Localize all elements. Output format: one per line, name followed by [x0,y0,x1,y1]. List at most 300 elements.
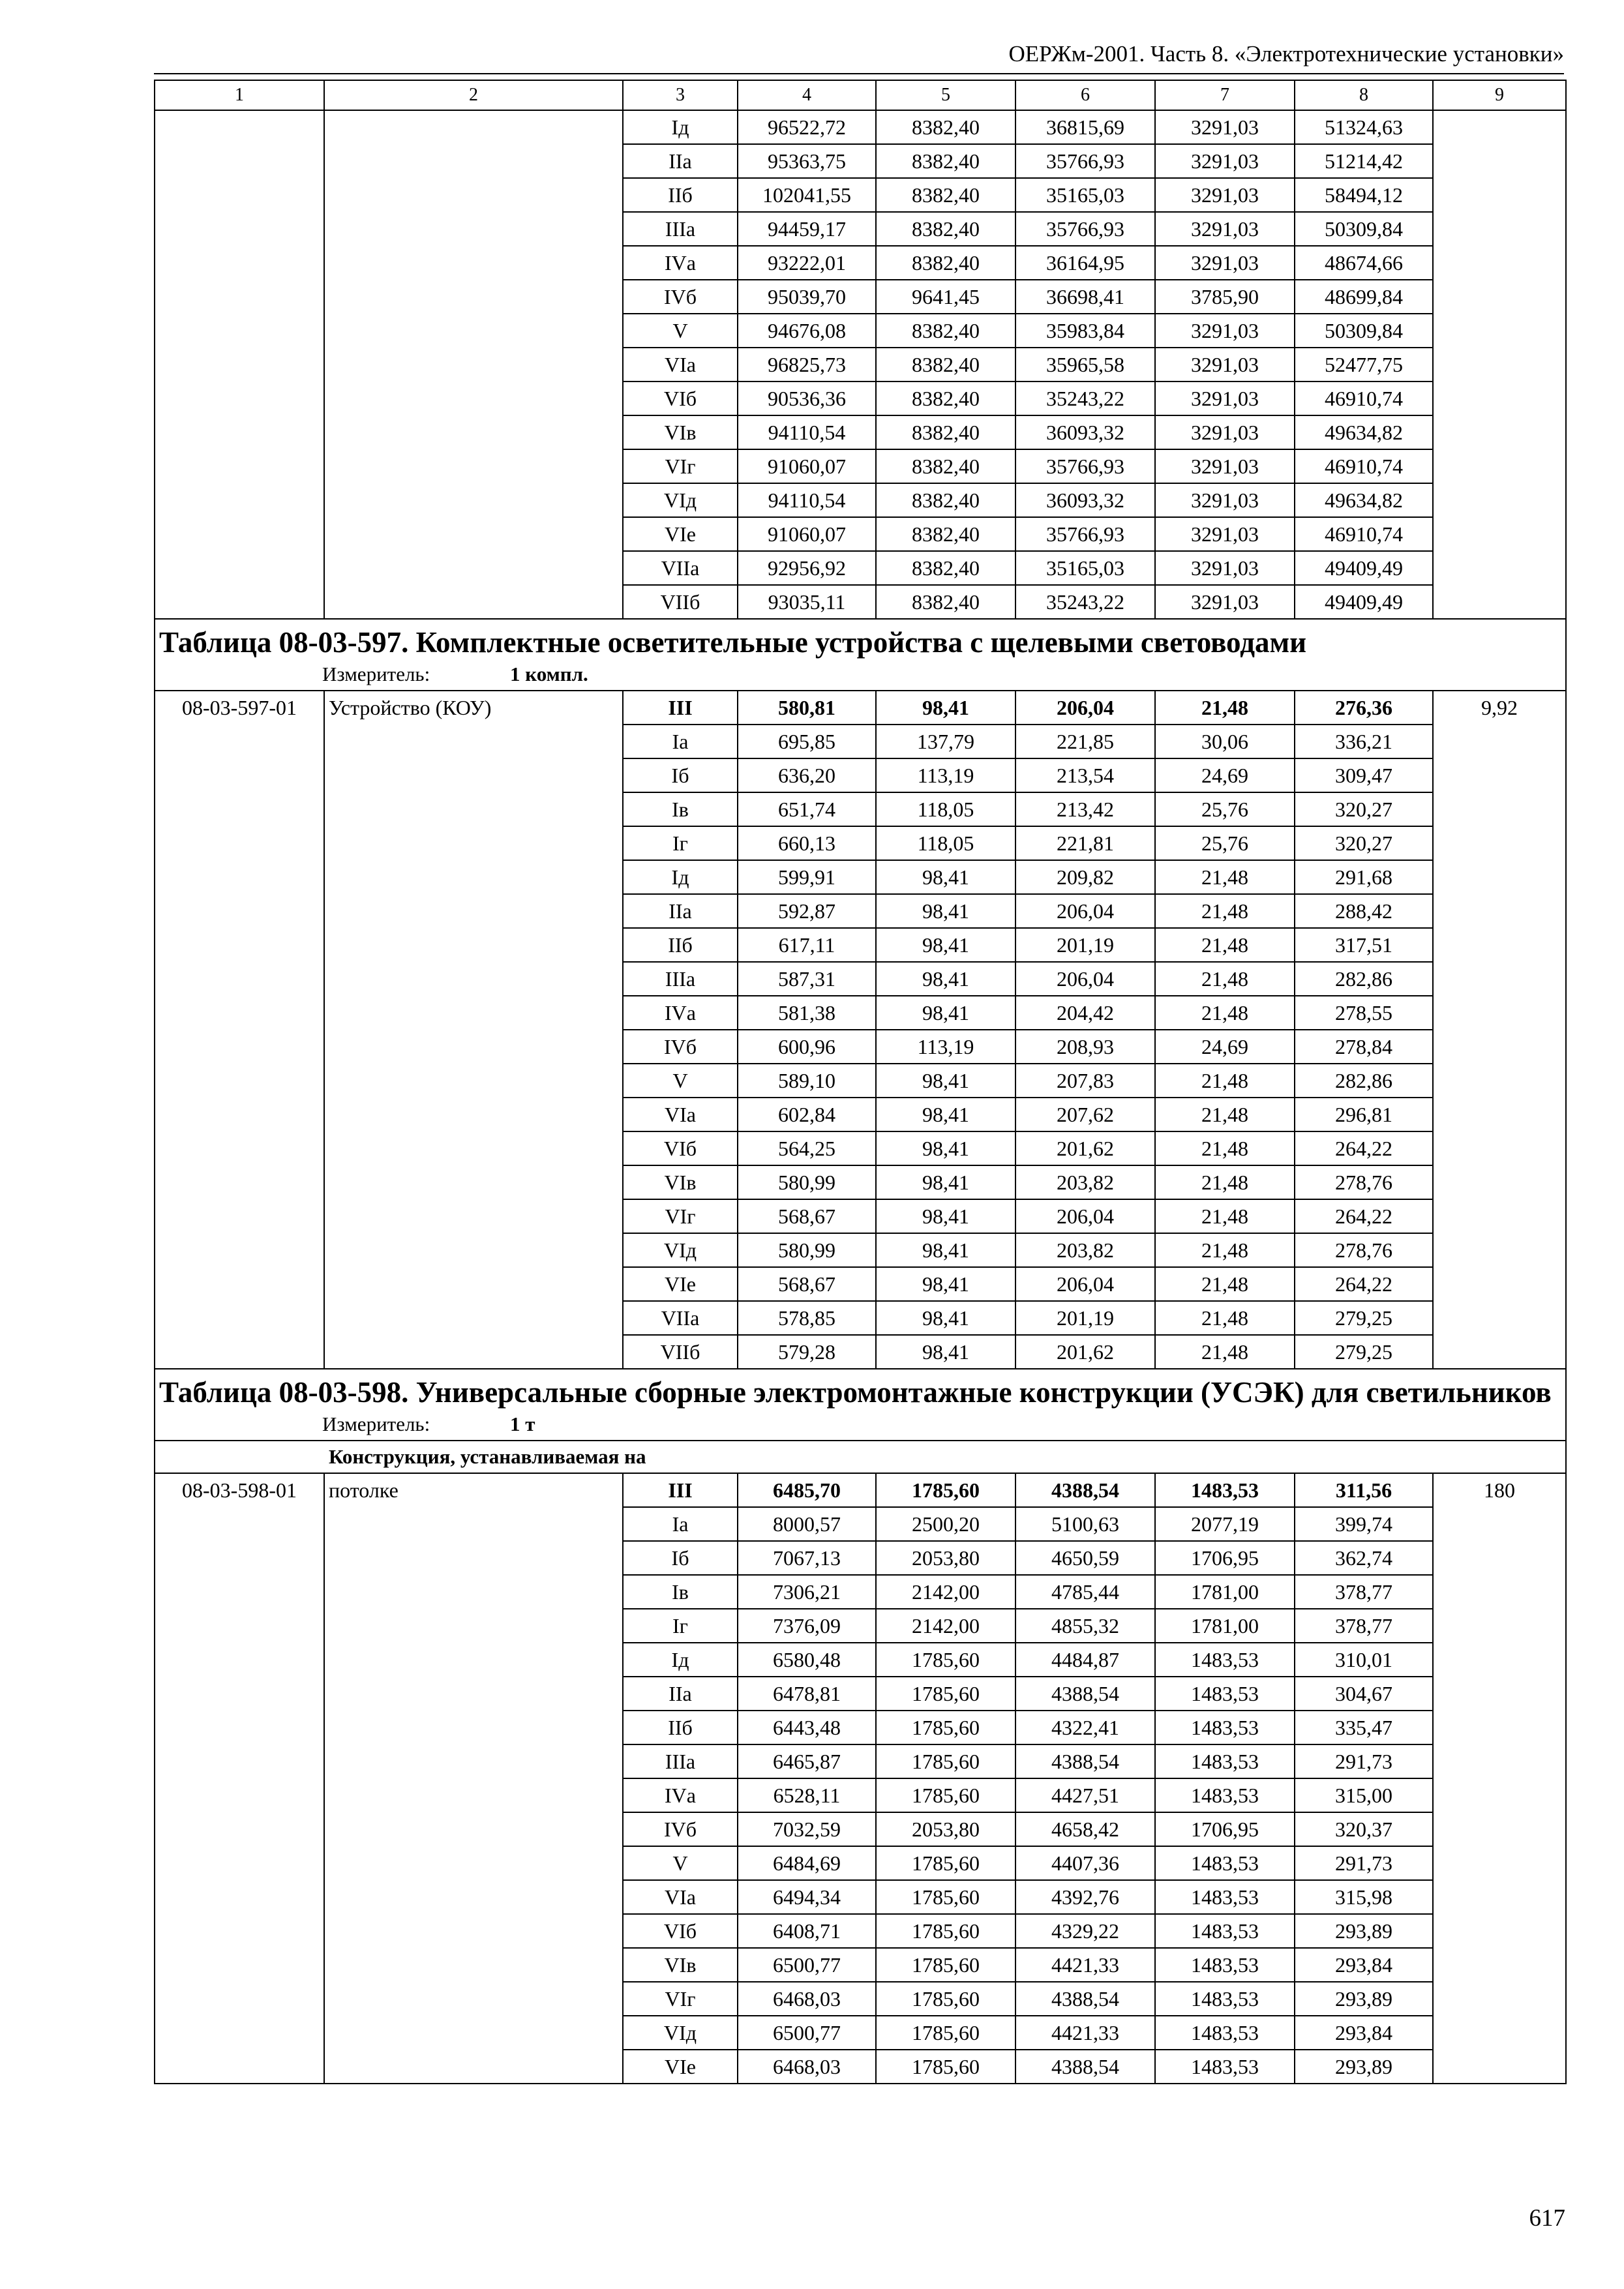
machine-cost: 201,62 [1015,1131,1155,1165]
material-cost: 335,47 [1295,1711,1433,1744]
machine-cost: 4650,59 [1015,1541,1155,1575]
material-cost: 291,73 [1295,1846,1433,1880]
region-code: IVа [623,996,738,1030]
material-cost: 399,74 [1295,1507,1433,1541]
material-cost: 278,76 [1295,1165,1433,1199]
region-code: IIIа [623,1744,738,1778]
machine-cost: 36093,32 [1015,415,1155,449]
wage-cost: 1785,60 [876,1948,1015,1982]
machinist-wage: 3291,03 [1155,144,1295,178]
total-cost: 6478,81 [738,1677,876,1711]
material-cost: 336,21 [1295,725,1433,758]
machine-cost: 4421,33 [1015,1948,1155,1982]
region-code: IIб [623,178,738,212]
machinist-wage: 1483,53 [1155,1473,1295,1507]
machinist-wage: 1483,53 [1155,1778,1295,1812]
region-code: Iг [623,1609,738,1643]
machinist-wage: 1483,53 [1155,1880,1295,1914]
region-code: VIв [623,1948,738,1982]
machine-cost: 4855,32 [1015,1609,1155,1643]
region-code: VIе [623,2050,738,2084]
material-cost: 46910,74 [1295,449,1433,483]
total-cost: 599,91 [738,860,876,894]
region-code: VIг [623,1982,738,2016]
machinist-wage: 24,69 [1155,1030,1295,1064]
region-code: VIв [623,415,738,449]
material-cost: 279,25 [1295,1335,1433,1369]
total-cost: 7376,09 [738,1609,876,1643]
machine-cost: 4322,41 [1015,1711,1155,1744]
material-cost: 315,98 [1295,1880,1433,1914]
material-cost: 50309,84 [1295,314,1433,348]
machine-cost: 36815,69 [1015,110,1155,144]
page-number: 617 [1529,2205,1565,2232]
wage-cost: 8382,40 [876,585,1015,619]
machine-cost: 213,54 [1015,758,1155,792]
rate-code: 08-03-597-01 [155,691,324,1369]
wage-cost: 98,41 [876,1165,1015,1199]
machine-cost: 36093,32 [1015,483,1155,517]
machine-cost: 207,62 [1015,1098,1155,1131]
material-cost: 362,74 [1295,1541,1433,1575]
material-cost: 296,81 [1295,1098,1433,1131]
measure-value: 1 т [510,1413,535,1435]
total-cost: 93035,11 [738,585,876,619]
machine-cost: 221,85 [1015,725,1155,758]
machinist-wage: 3291,03 [1155,348,1295,382]
material-cost: 49634,82 [1295,415,1433,449]
total-cost: 7032,59 [738,1812,876,1846]
total-cost: 6468,03 [738,2050,876,2084]
wage-cost: 8382,40 [876,348,1015,382]
machinist-wage: 1483,53 [1155,1711,1295,1744]
machine-cost: 204,42 [1015,996,1155,1030]
table-title [155,1369,1566,1441]
material-cost: 293,89 [1295,1982,1433,2016]
region-code: VIб [623,1131,738,1165]
machinist-wage: 21,48 [1155,1165,1295,1199]
total-cost: 96825,73 [738,348,876,382]
table-body [155,80,1566,2084]
wage-cost: 8382,40 [876,449,1015,483]
machinist-wage: 1706,95 [1155,1812,1295,1846]
machine-cost: 4785,44 [1015,1575,1155,1609]
region-code: VIIб [623,585,738,619]
wage-cost: 98,41 [876,1233,1015,1267]
rate-code: 08-03-598-01 [155,1473,324,2084]
machinist-wage: 25,76 [1155,792,1295,826]
wage-cost: 1785,60 [876,1677,1015,1711]
wage-cost: 137,79 [876,725,1015,758]
total-cost: 587,31 [738,962,876,996]
machinist-wage: 21,48 [1155,1098,1295,1131]
wage-cost: 2053,80 [876,1812,1015,1846]
material-cost: 49634,82 [1295,483,1433,517]
region-code: Iб [623,1541,738,1575]
region-code: III [623,1473,738,1507]
machine-cost: 201,19 [1015,928,1155,962]
wage-cost: 2053,80 [876,1541,1015,1575]
machinist-wage: 1483,53 [1155,1982,1295,2016]
material-cost: 46910,74 [1295,517,1433,551]
table-title [155,619,1566,691]
region-code: VIд [623,1233,738,1267]
material-cost: 282,86 [1295,962,1433,996]
wage-cost: 1785,60 [876,1846,1015,1880]
material-cost: 46910,74 [1295,382,1433,415]
machine-cost: 35243,22 [1015,382,1155,415]
machinist-wage: 21,48 [1155,996,1295,1030]
machine-cost: 35766,93 [1015,517,1155,551]
total-cost: 581,38 [738,996,876,1030]
total-cost: 92956,92 [738,551,876,585]
measure-value: 1 компл. [510,663,588,685]
region-code: VIд [623,483,738,517]
machinist-wage: 25,76 [1155,826,1295,860]
total-cost: 102041,55 [738,178,876,212]
material-cost: 50309,84 [1295,212,1433,246]
region-code: VIIб [623,1335,738,1369]
machine-cost: 201,19 [1015,1301,1155,1335]
wage-cost: 2500,20 [876,1507,1015,1541]
region-code: IIа [623,894,738,928]
material-cost: 48699,84 [1295,280,1433,314]
region-code: IIIа [623,212,738,246]
region-code: IVа [623,1778,738,1812]
machinist-wage: 21,48 [1155,928,1295,962]
total-cost: 94676,08 [738,314,876,348]
region-code: VIб [623,1914,738,1948]
machine-cost: 36164,95 [1015,246,1155,280]
wage-cost: 118,05 [876,792,1015,826]
machine-cost: 5100,63 [1015,1507,1155,1541]
total-cost: 589,10 [738,1064,876,1098]
material-cost: 51214,42 [1295,144,1433,178]
machinist-wage: 21,48 [1155,1064,1295,1098]
column-number: 3 [623,80,738,110]
total-cost: 579,28 [738,1335,876,1369]
total-cost: 602,84 [738,1098,876,1131]
wage-cost: 118,05 [876,826,1015,860]
machine-cost: 207,83 [1015,1064,1155,1098]
material-cost: 51324,63 [1295,110,1433,144]
wage-cost: 2142,00 [876,1609,1015,1643]
material-cost: 315,00 [1295,1778,1433,1812]
column-number: 2 [324,80,623,110]
machine-cost: 221,81 [1015,826,1155,860]
material-cost: 291,73 [1295,1744,1433,1778]
table-title-text: Таблица 08-03-597. Комплектные осветительные устройства с щелевыми световодами [159,626,1307,659]
machinist-wage: 21,48 [1155,860,1295,894]
group-heading: Конструкция, устанавливаемая на [155,1441,1566,1473]
material-cost: 264,22 [1295,1267,1433,1301]
wage-cost: 1785,60 [876,1744,1015,1778]
measure-label: Измеритель: [322,1413,430,1435]
machine-cost: 4392,76 [1015,1880,1155,1914]
total-cost: 6465,87 [738,1744,876,1778]
machinist-wage: 3291,03 [1155,382,1295,415]
column-number: 1 [155,80,324,110]
wage-cost: 98,41 [876,1267,1015,1301]
column-number: 9 [1433,80,1566,110]
total-cost: 6443,48 [738,1711,876,1744]
materials-weight: 180 [1433,1473,1566,2084]
column-number: 5 [876,80,1015,110]
machine-cost: 206,04 [1015,894,1155,928]
table-title-text: Таблица 08-03-598. Универсальные сборные электромонтажные конструкции (УСЭК) для светильников [159,1376,1552,1409]
total-cost: 95039,70 [738,280,876,314]
material-cost: 52477,75 [1295,348,1433,382]
wage-cost: 98,41 [876,1335,1015,1369]
total-cost: 636,20 [738,758,876,792]
materials-weight [1433,110,1566,619]
machinist-wage: 21,48 [1155,1199,1295,1233]
region-code: IIб [623,1711,738,1744]
machinist-wage: 1483,53 [1155,1643,1295,1677]
total-cost: 6500,77 [738,2016,876,2050]
total-cost: 6484,69 [738,1846,876,1880]
wage-cost: 98,41 [876,1199,1015,1233]
wage-cost: 8382,40 [876,178,1015,212]
region-code: VIе [623,1267,738,1301]
region-code: Iб [623,758,738,792]
region-code: VIг [623,1199,738,1233]
region-code: V [623,1064,738,1098]
wage-cost: 1785,60 [876,1711,1015,1744]
machine-cost: 4329,22 [1015,1914,1155,1948]
total-cost: 93222,01 [738,246,876,280]
wage-cost: 1785,60 [876,1880,1015,1914]
material-cost: 291,68 [1295,860,1433,894]
wage-cost: 8382,40 [876,382,1015,415]
materials-weight: 9,92 [1433,691,1566,1369]
region-code: VIа [623,348,738,382]
wage-cost: 8382,40 [876,144,1015,178]
measure-unit [159,661,1561,690]
total-cost: 8000,57 [738,1507,876,1541]
wage-cost: 98,41 [876,1098,1015,1131]
material-cost: 278,55 [1295,996,1433,1030]
machine-cost: 36698,41 [1015,280,1155,314]
machine-cost: 4407,36 [1015,1846,1155,1880]
machinist-wage: 1706,95 [1155,1541,1295,1575]
group-heading-row [155,1441,1566,1473]
region-code: IIа [623,144,738,178]
machinist-wage: 21,48 [1155,894,1295,928]
machinist-wage: 3291,03 [1155,585,1295,619]
machinist-wage: 30,06 [1155,725,1295,758]
material-cost: 320,27 [1295,792,1433,826]
wage-cost: 9641,45 [876,280,1015,314]
wage-cost: 8382,40 [876,517,1015,551]
total-cost: 6408,71 [738,1914,876,1948]
wage-cost: 98,41 [876,894,1015,928]
region-code: Iв [623,1575,738,1609]
material-cost: 311,56 [1295,1473,1433,1507]
region-code: Iд [623,110,738,144]
machinist-wage: 21,48 [1155,962,1295,996]
machinist-wage: 3291,03 [1155,449,1295,483]
machine-cost: 206,04 [1015,691,1155,725]
column-number: 6 [1015,80,1155,110]
total-cost: 6494,34 [738,1880,876,1914]
table-title-row [155,1369,1566,1441]
material-cost: 264,22 [1295,1199,1433,1233]
total-cost: 568,67 [738,1199,876,1233]
machine-cost: 4658,42 [1015,1812,1155,1846]
machine-cost: 213,42 [1015,792,1155,826]
machine-cost: 4388,54 [1015,2050,1155,2084]
machinist-wage: 21,48 [1155,1233,1295,1267]
total-cost: 94110,54 [738,483,876,517]
wage-cost: 98,41 [876,1301,1015,1335]
wage-cost: 1785,60 [876,1473,1015,1507]
header-rule [154,73,1564,74]
wage-cost: 8382,40 [876,110,1015,144]
wage-cost: 8382,40 [876,212,1015,246]
total-cost: 6580,48 [738,1643,876,1677]
material-cost: 309,47 [1295,758,1433,792]
material-cost: 293,89 [1295,1914,1433,1948]
total-cost: 580,81 [738,691,876,725]
region-code: VIб [623,382,738,415]
wage-cost: 98,41 [876,962,1015,996]
machine-cost: 4427,51 [1015,1778,1155,1812]
table-row [155,1473,1566,1507]
rate-code [155,110,324,619]
machinist-wage: 2077,19 [1155,1507,1295,1541]
wage-cost: 1785,60 [876,1643,1015,1677]
total-cost: 91060,07 [738,449,876,483]
total-cost: 6468,03 [738,1982,876,2016]
region-code: Iа [623,1507,738,1541]
column-number: 4 [738,80,876,110]
machinist-wage: 3291,03 [1155,517,1295,551]
total-cost: 95363,75 [738,144,876,178]
region-code: Iд [623,860,738,894]
total-cost: 580,99 [738,1165,876,1199]
wage-cost: 113,19 [876,1030,1015,1064]
machinist-wage: 1483,53 [1155,2016,1295,2050]
material-cost: 293,89 [1295,2050,1433,2084]
column-number-row [155,80,1566,110]
work-name [324,110,623,619]
machinist-wage: 1483,53 [1155,2050,1295,2084]
wage-cost: 1785,60 [876,1914,1015,1948]
wage-cost: 98,41 [876,996,1015,1030]
machinist-wage: 1781,00 [1155,1575,1295,1609]
material-cost: 293,84 [1295,1948,1433,1982]
total-cost: 592,87 [738,894,876,928]
total-cost: 94459,17 [738,212,876,246]
measure-label: Измеритель: [322,663,430,685]
measure-unit [159,1411,1561,1440]
material-cost: 48674,66 [1295,246,1433,280]
machinist-wage: 24,69 [1155,758,1295,792]
region-code: IVб [623,1030,738,1064]
material-cost: 278,76 [1295,1233,1433,1267]
machine-cost: 4484,87 [1015,1643,1155,1677]
wage-cost: 98,41 [876,1131,1015,1165]
machinist-wage: 1483,53 [1155,1846,1295,1880]
machine-cost: 208,93 [1015,1030,1155,1064]
machinist-wage: 1483,53 [1155,1677,1295,1711]
material-cost: 278,84 [1295,1030,1433,1064]
wage-cost: 8382,40 [876,415,1015,449]
total-cost: 564,25 [738,1131,876,1165]
material-cost: 310,01 [1295,1643,1433,1677]
machine-cost: 201,62 [1015,1335,1155,1369]
machinist-wage: 3291,03 [1155,551,1295,585]
wage-cost: 8382,40 [876,246,1015,280]
region-code: IIб [623,928,738,962]
material-cost: 317,51 [1295,928,1433,962]
region-code: VIIа [623,1301,738,1335]
table-title-row [155,619,1566,691]
machine-cost: 206,04 [1015,1199,1155,1233]
material-cost: 276,36 [1295,691,1433,725]
machine-cost: 35766,93 [1015,212,1155,246]
region-code: IVа [623,246,738,280]
machinist-wage: 3291,03 [1155,212,1295,246]
material-cost: 378,77 [1295,1575,1433,1609]
machine-cost: 203,82 [1015,1233,1155,1267]
total-cost: 7306,21 [738,1575,876,1609]
wage-cost: 8382,40 [876,483,1015,517]
wage-cost: 2142,00 [876,1575,1015,1609]
machine-cost: 35983,84 [1015,314,1155,348]
machine-cost: 35766,93 [1015,449,1155,483]
region-code: V [623,1846,738,1880]
total-cost: 6485,70 [738,1473,876,1507]
total-cost: 96522,72 [738,110,876,144]
machinist-wage: 3291,03 [1155,246,1295,280]
machinist-wage: 3785,90 [1155,280,1295,314]
machine-cost: 35243,22 [1015,585,1155,619]
running-header: ОЕРЖм-2001. Часть 8. «Электротехнические установки» [1008,41,1564,67]
machine-cost: 4388,54 [1015,1982,1155,2016]
region-code: V [623,314,738,348]
machinist-wage: 1483,53 [1155,1948,1295,1982]
machinist-wage: 3291,03 [1155,483,1295,517]
material-cost: 282,86 [1295,1064,1433,1098]
region-code: VIг [623,449,738,483]
machine-cost: 35965,58 [1015,348,1155,382]
material-cost: 288,42 [1295,894,1433,928]
wage-cost: 1785,60 [876,2016,1015,2050]
machine-cost: 4388,54 [1015,1744,1155,1778]
work-name: Устройство (КОУ) [324,691,623,1369]
material-cost: 49409,49 [1295,551,1433,585]
total-cost: 660,13 [738,826,876,860]
wage-cost: 98,41 [876,928,1015,962]
total-cost: 578,85 [738,1301,876,1335]
price-table [154,80,1567,2084]
material-cost: 279,25 [1295,1301,1433,1335]
column-number: 8 [1295,80,1433,110]
region-code: III [623,691,738,725]
table-row [155,691,1566,725]
wage-cost: 1785,60 [876,2050,1015,2084]
region-code: VIе [623,517,738,551]
region-code: IVб [623,280,738,314]
machinist-wage: 21,48 [1155,691,1295,725]
machinist-wage: 21,48 [1155,1267,1295,1301]
total-cost: 7067,13 [738,1541,876,1575]
region-code: Iг [623,826,738,860]
material-cost: 58494,12 [1295,178,1433,212]
machinist-wage: 3291,03 [1155,415,1295,449]
